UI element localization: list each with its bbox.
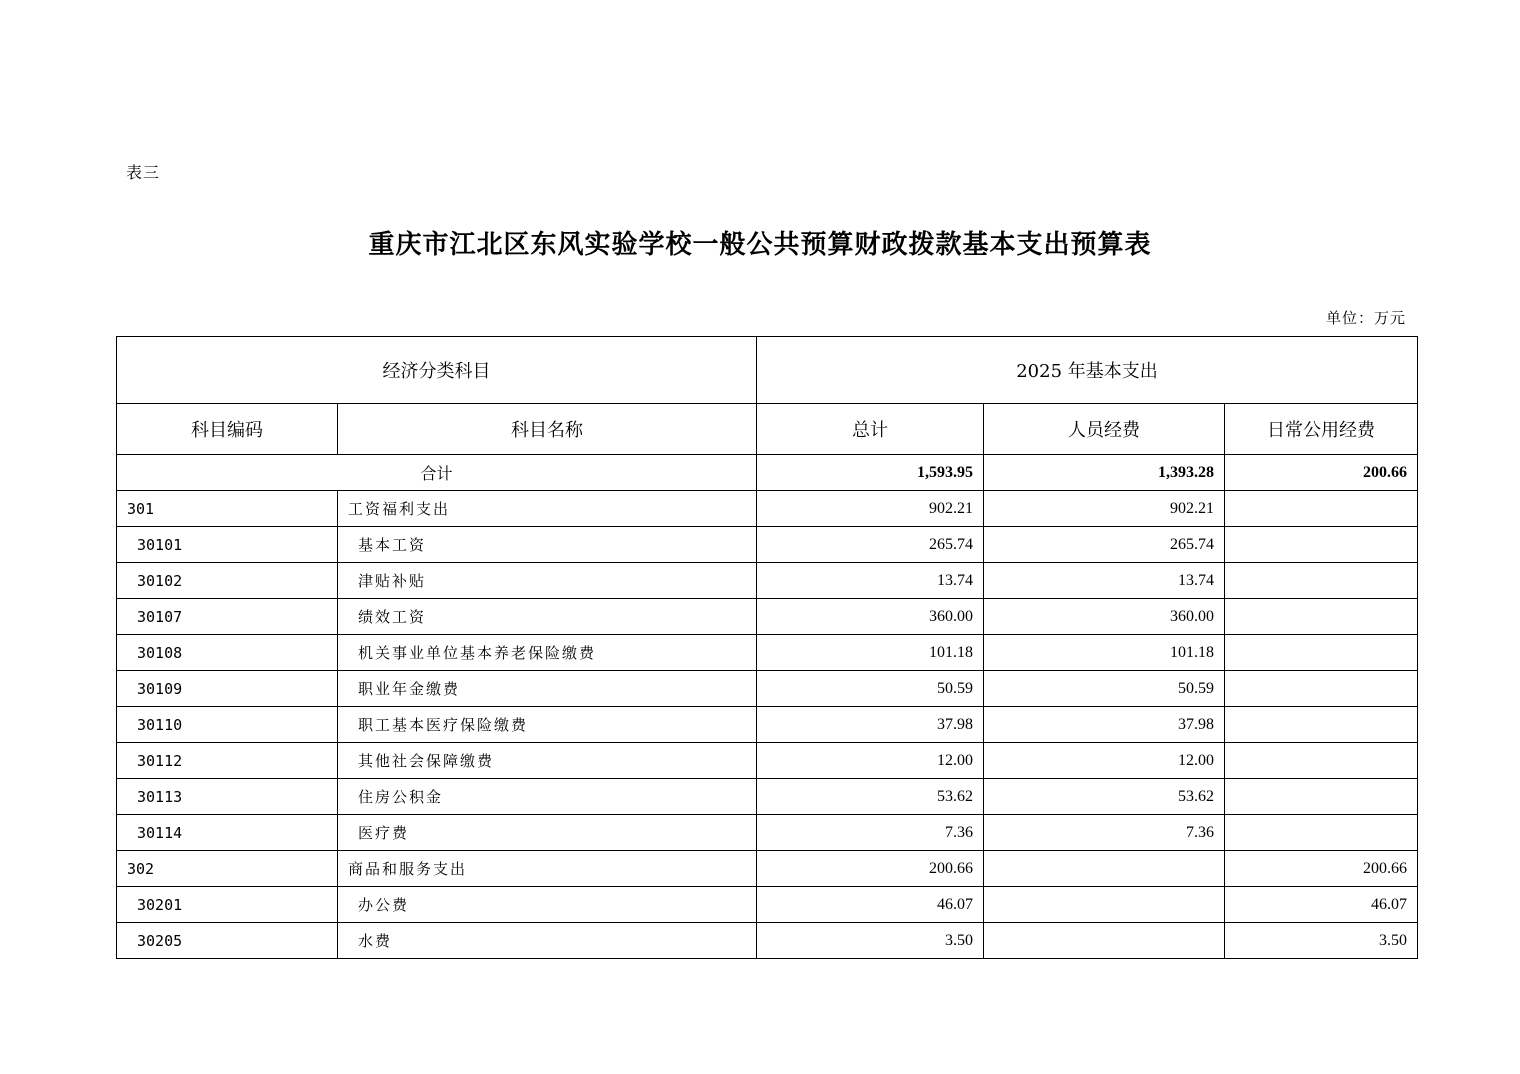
header-year-expenditure: 2025 年基本支出: [757, 337, 1418, 404]
total-row: [117, 455, 1418, 491]
code-cell: 30107: [117, 599, 338, 635]
code-cell: 30108: [117, 635, 338, 671]
table-row: [117, 527, 1418, 563]
header-code: 科目编码: [117, 404, 338, 455]
header-row-top: [117, 337, 1418, 404]
unit-label: 单位：万元: [1325, 309, 1406, 327]
name-cell: 绩效工资: [338, 599, 757, 635]
total-cell: 13.74: [757, 563, 984, 599]
personnel-cell: 7.36: [984, 815, 1225, 851]
code-cell: 30114: [117, 815, 338, 851]
header-personnel: 人员经费: [984, 404, 1225, 455]
personnel-cell: 12.00: [984, 743, 1225, 779]
personnel-cell: 53.62: [984, 779, 1225, 815]
name-cell: 医疗费: [338, 815, 757, 851]
public-cell: [1225, 779, 1418, 815]
name-cell: 津贴补贴: [338, 563, 757, 599]
name-cell: 水费: [338, 923, 757, 959]
code-cell: 30101: [117, 527, 338, 563]
public-cell: [1225, 563, 1418, 599]
personnel-cell: 50.59: [984, 671, 1225, 707]
code-cell: 30201: [117, 887, 338, 923]
table-row: [117, 851, 1418, 887]
table-row: [117, 635, 1418, 671]
code-cell: 302: [117, 851, 338, 887]
public-cell: [1225, 599, 1418, 635]
table-row: [117, 779, 1418, 815]
public-cell: [1225, 491, 1418, 527]
code-cell: 30110: [117, 707, 338, 743]
table-row: [117, 491, 1418, 527]
header-row-columns: [117, 404, 1418, 455]
total-total: 1,593.95: [757, 455, 984, 491]
total-cell: 7.36: [757, 815, 984, 851]
total-cell: 902.21: [757, 491, 984, 527]
table-row: [117, 671, 1418, 707]
total-cell: 53.62: [757, 779, 984, 815]
code-cell: 30205: [117, 923, 338, 959]
total-cell: 46.07: [757, 887, 984, 923]
personnel-cell: 265.74: [984, 527, 1225, 563]
personnel-cell: 902.21: [984, 491, 1225, 527]
name-cell: 商品和服务支出: [338, 851, 757, 887]
total-personnel: 1,393.28: [984, 455, 1225, 491]
total-cell: 12.00: [757, 743, 984, 779]
personnel-cell: 37.98: [984, 707, 1225, 743]
public-cell: [1225, 635, 1418, 671]
code-cell: 30109: [117, 671, 338, 707]
name-cell: 工资福利支出: [338, 491, 757, 527]
table-body: [117, 455, 1418, 959]
total-cell: 3.50: [757, 923, 984, 959]
code-cell: 301: [117, 491, 338, 527]
name-cell: 其他社会保障缴费: [338, 743, 757, 779]
table-row: [117, 599, 1418, 635]
total-cell: 37.98: [757, 707, 984, 743]
personnel-cell: [984, 851, 1225, 887]
personnel-cell: 360.00: [984, 599, 1225, 635]
total-cell: 360.00: [757, 599, 984, 635]
total-cell: 50.59: [757, 671, 984, 707]
public-cell: 200.66: [1225, 851, 1418, 887]
table-row: [117, 563, 1418, 599]
table-row: [117, 923, 1418, 959]
public-cell: [1225, 815, 1418, 851]
table-row: [117, 887, 1418, 923]
page-title: 重庆市江北区东风实验学校一般公共预算财政拨款基本支出预算表: [368, 230, 1152, 260]
public-cell: [1225, 527, 1418, 563]
total-label: 合计: [117, 455, 757, 491]
public-cell: 46.07: [1225, 887, 1418, 923]
header-name: 科目名称: [338, 404, 757, 455]
personnel-cell: [984, 923, 1225, 959]
total-cell: 200.66: [757, 851, 984, 887]
personnel-cell: 13.74: [984, 563, 1225, 599]
total-cell: 265.74: [757, 527, 984, 563]
budget-table: [116, 336, 1418, 959]
code-cell: 30102: [117, 563, 338, 599]
name-cell: 办公费: [338, 887, 757, 923]
public-cell: [1225, 707, 1418, 743]
table-row: [117, 743, 1418, 779]
personnel-cell: [984, 887, 1225, 923]
public-cell: [1225, 671, 1418, 707]
total-public: 200.66: [1225, 455, 1418, 491]
total-cell: 101.18: [757, 635, 984, 671]
code-cell: 30112: [117, 743, 338, 779]
header-economic-classification: 经济分类科目: [117, 337, 757, 404]
name-cell: 基本工资: [338, 527, 757, 563]
public-cell: [1225, 743, 1418, 779]
name-cell: 职工基本医疗保险缴费: [338, 707, 757, 743]
name-cell: 机关事业单位基本养老保险缴费: [338, 635, 757, 671]
public-cell: 3.50: [1225, 923, 1418, 959]
table-number: 表三: [126, 163, 161, 182]
table-row: [117, 815, 1418, 851]
header-total: 总计: [757, 404, 984, 455]
code-cell: 30113: [117, 779, 338, 815]
table-row: [117, 707, 1418, 743]
name-cell: 住房公积金: [338, 779, 757, 815]
name-cell: 职业年金缴费: [338, 671, 757, 707]
personnel-cell: 101.18: [984, 635, 1225, 671]
header-public: 日常公用经费: [1225, 404, 1418, 455]
